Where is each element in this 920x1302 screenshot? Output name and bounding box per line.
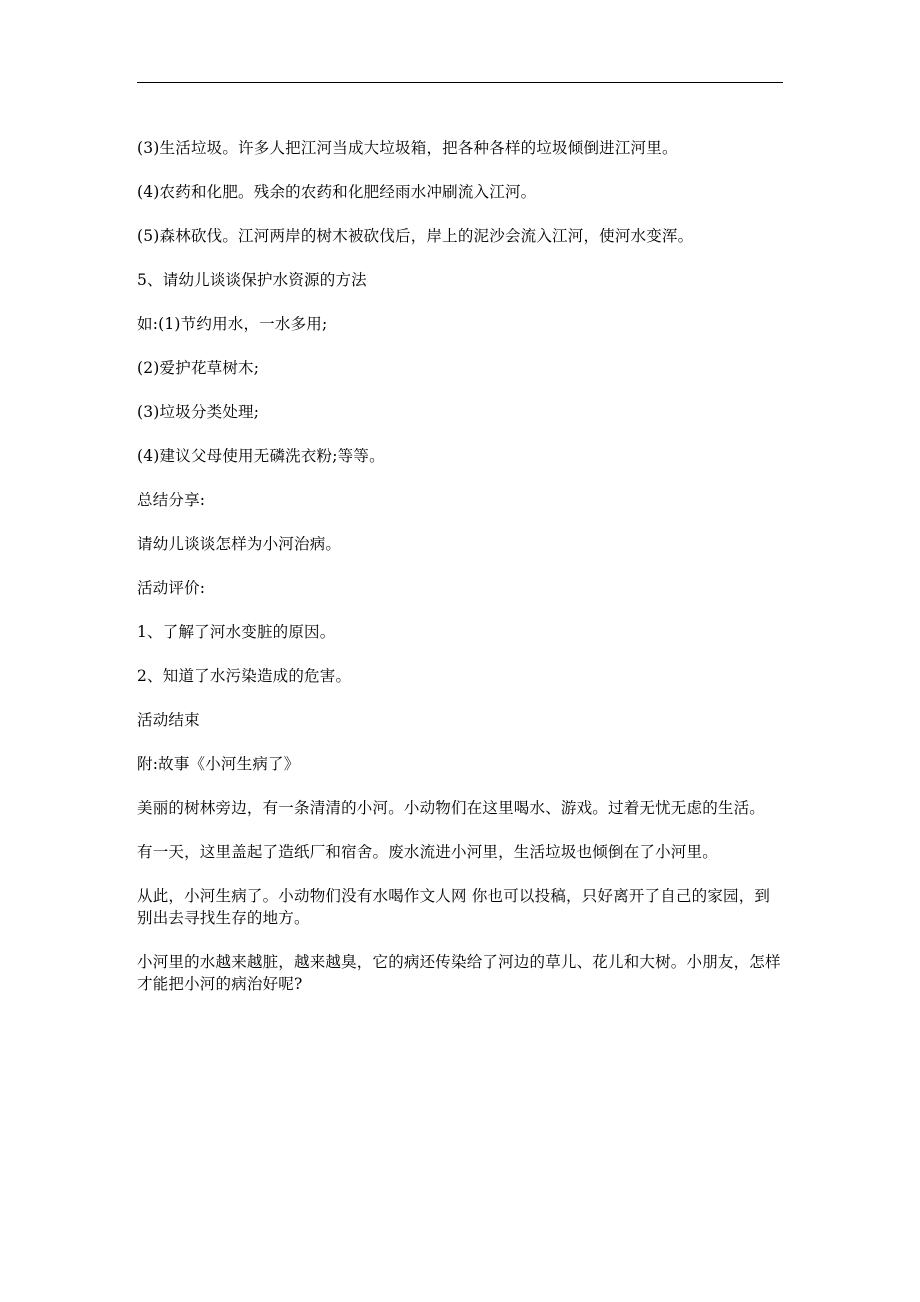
header-rule [137, 82, 783, 83]
story-paragraph-1: 美丽的树林旁边，有一条清清的小河。小动物们在这里喝水、游戏。过着无忧无虑的生活。 [137, 799, 766, 817]
step-heading-protect-water: 5、请幼儿谈谈保护水资源的方法 [137, 271, 367, 289]
story-paragraph-3: 从此，小河生病了。小动物们没有水喝作文人网 你也可以投稿，只好离开了自己的家园，到别出去寻找生存的地方。 [137, 887, 771, 927]
paragraph-pollution-deforestation: (5)森林砍伐。江河两岸的树木被砍伐后，岸上的泥沙会流入江河，使河水变浑。 [137, 227, 694, 245]
paragraph-pollution-garbage: (3)生活垃圾。许多人把江河当成大垃圾箱，把各种各样的垃圾倾倒进江河里。 [137, 139, 678, 157]
method-item-sort-garbage: (3)垃圾分类处理; [137, 403, 260, 421]
evaluation-item-2: 2、知道了水污染造成的危害。 [137, 667, 352, 685]
story-paragraph-2: 有一天，这里盖起了造纸厂和宿舍。废水流进小河里，生活垃圾也倾倒在了小河里。 [137, 843, 718, 861]
section-heading-evaluation: 活动评价: [137, 579, 206, 597]
method-item-phosphate-free: (4)建议父母使用无磷洗衣粉;等等。 [137, 447, 385, 465]
document-body [137, 137, 783, 1017]
method-item-save-water: 如:(1)节约用水，一水多用; [137, 315, 328, 333]
story-title: 附:故事《小河生病了》 [137, 755, 300, 773]
summary-text: 请幼儿谈谈怎样为小河治病。 [137, 535, 342, 553]
section-heading-summary: 总结分享: [137, 491, 206, 509]
story-paragraph-4: 小河里的水越来越脏，越来越臭，它的病还传染给了河边的草儿、花儿和大树。小朋友，怎样才能把小河的病治好呢? [137, 953, 781, 993]
section-heading-end: 活动结束 [137, 711, 200, 729]
evaluation-item-1: 1、了解了河水变脏的原因。 [137, 623, 336, 641]
paragraph-pollution-pesticide: (4)农药和化肥。残余的农药和化肥经雨水冲刷流入江河。 [137, 183, 537, 201]
method-item-protect-plants: (2)爱护花草树木; [137, 359, 260, 377]
